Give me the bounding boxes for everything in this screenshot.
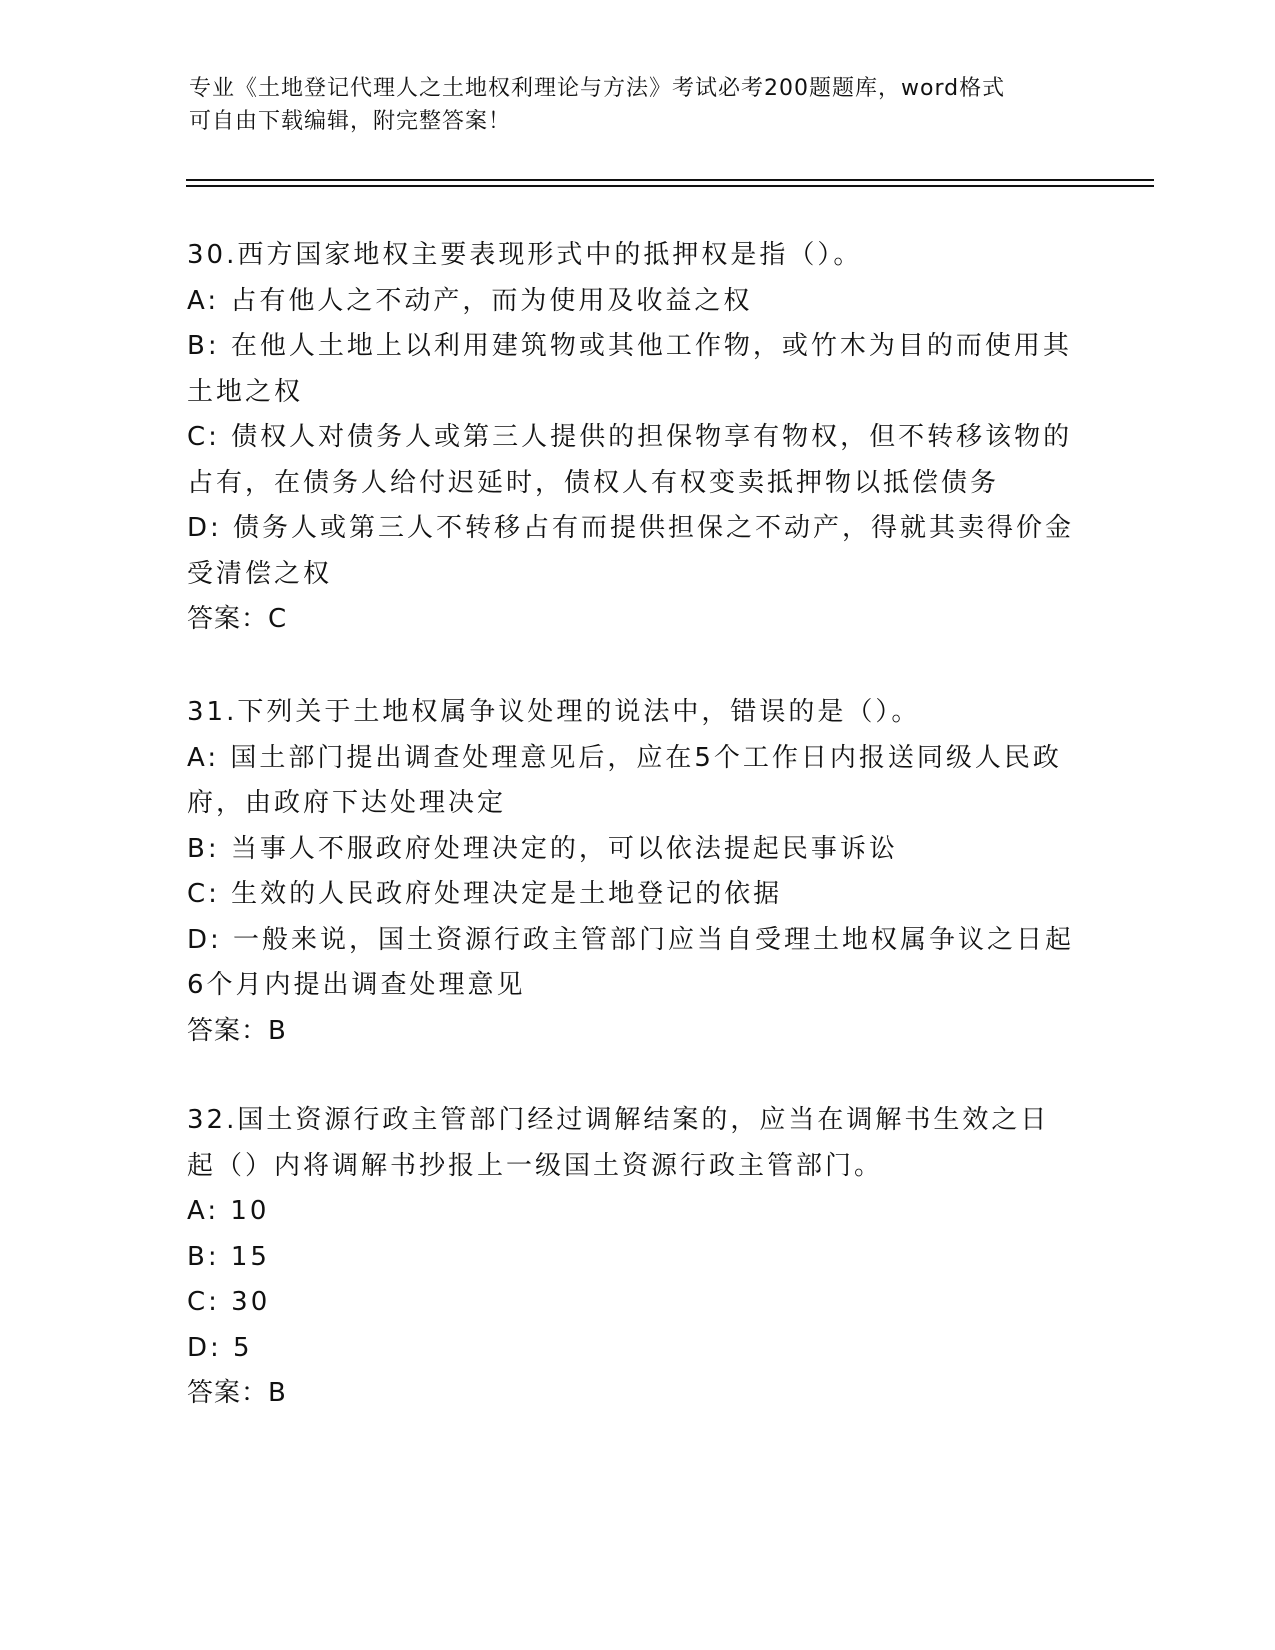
option-c: C: 生效的人民政府处理决定是土地登记的依据 (187, 879, 783, 909)
option-d: D: 债务人或第三人不转移占有而提供担保之不动产，得就其卖得价金受清偿之权 (187, 513, 1075, 589)
question-31 (187, 690, 1077, 1054)
header-line-1: 专业《土地登记代理人之土地权利理论与方法》考试必考200题题库，word格式 (189, 76, 1006, 101)
option-a: A: 10 (187, 1196, 270, 1226)
question-stem: 32.国土资源行政主管部门经过调解结案的，应当在调解书生效之日起（）内将调解书抄报上一级国土资源行政主管部门。 (187, 1105, 1050, 1181)
answer-line: 答案：B (187, 1015, 287, 1046)
question-32 (187, 1098, 1077, 1417)
option-c: C: 30 (187, 1287, 271, 1317)
answer-line: 答案：B (187, 1378, 287, 1408)
option-b: B: 15 (187, 1241, 270, 1272)
option-d: D: 一般来说，国土资源行政主管部门应当自受理土地权属争议之日起6个月内提出调查处理意见 (187, 924, 1075, 1000)
option-d: D: 5 (187, 1332, 253, 1363)
document-header (189, 72, 1069, 138)
question-stem: 31.下列关于土地权属争议处理的说法中，错误的是（）。 (187, 697, 921, 727)
option-a: A: 占有他人之不动产，而为使用及收益之权 (187, 285, 753, 316)
question-stem: 30.西方国家地权主要表现形式中的抵押权是指（）。 (187, 240, 863, 270)
option-b: B: 在他人土地上以利用建筑物或其他工作物，或竹木为目的而使用其土地之权 (187, 331, 1072, 407)
header-divider-bottom (186, 185, 1154, 187)
option-b: B: 当事人不服政府处理决定的，可以依法提起民事诉讼 (187, 833, 898, 864)
answer-line: 答案：C (187, 604, 288, 634)
question-30 (187, 233, 1077, 643)
option-c: C: 债权人对债务人或第三人提供的担保物享有物权，但不转移该物的占有，在债务人给付迟延时，债权人有权变卖抵押物以抵偿债务 (187, 422, 1073, 498)
header-divider-top (186, 179, 1154, 181)
option-a: A: 国土部门提出调查处理意见后，应在5个工作日内报送同级人民政府，由政府下达处理决定 (187, 742, 1062, 818)
header-line-2: 可自由下载编辑，附完整答案！ (189, 109, 512, 134)
